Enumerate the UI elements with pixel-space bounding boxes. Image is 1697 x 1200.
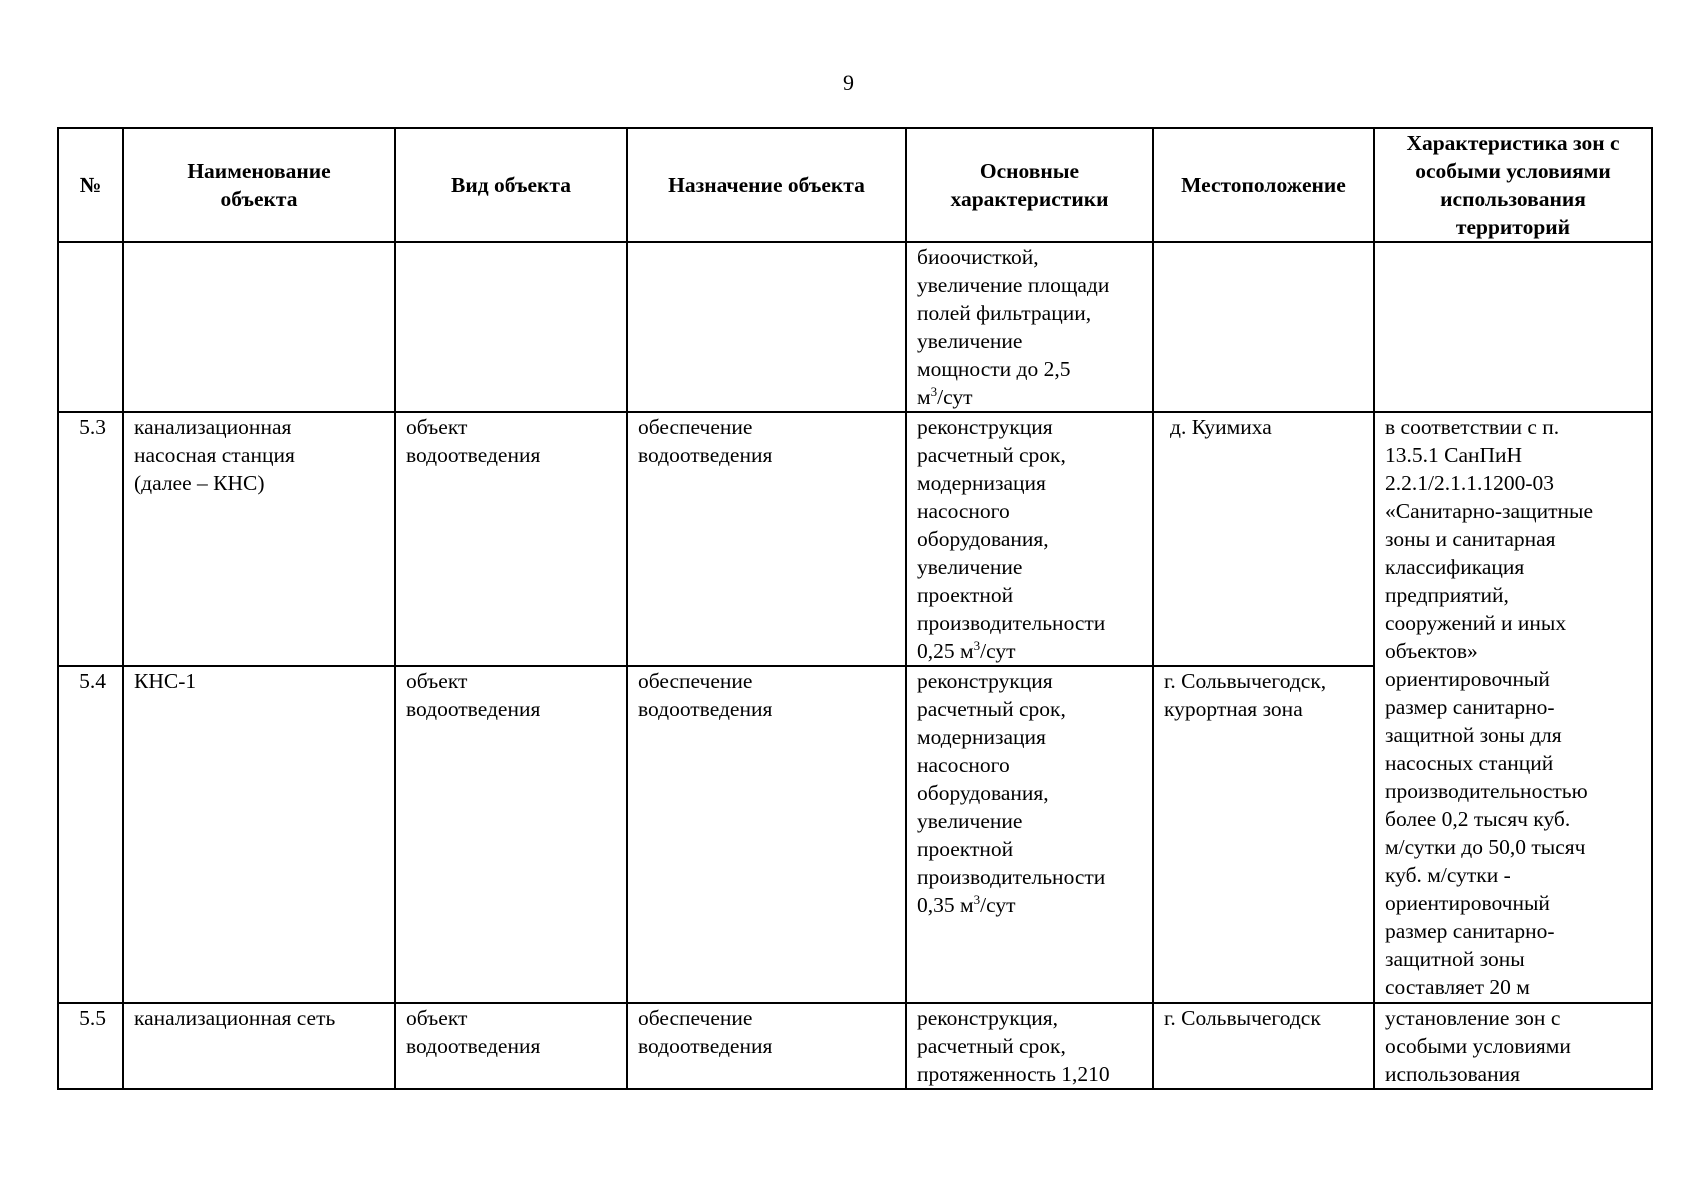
- zones-line: 13.5.1 СанПиН: [1385, 443, 1523, 467]
- type-line: водоотведения: [406, 443, 541, 467]
- unit-superscript: 3: [973, 637, 981, 653]
- header-row: [58, 128, 1652, 242]
- zones-line: производительностью: [1385, 779, 1588, 803]
- type-line: объект: [406, 1006, 468, 1030]
- unit-superscript: 3: [930, 383, 938, 399]
- characteristics-line: увеличение площади: [917, 273, 1110, 297]
- characteristics-line: увеличение: [917, 329, 1023, 353]
- cell-num: 5.5: [58, 1003, 123, 1089]
- type-line: объект: [406, 669, 468, 693]
- unit-tail: /сут: [937, 385, 973, 409]
- cell-location: [1153, 412, 1374, 666]
- characteristics-line: увеличение: [917, 809, 1023, 833]
- cell-name: [123, 242, 395, 412]
- zones-line: в соответствии с п.: [1385, 415, 1560, 439]
- location-line: д. Куимиха: [1170, 415, 1272, 439]
- table-row-5-3: [58, 412, 1652, 666]
- capacity-value: 0,25 м: [917, 639, 974, 663]
- cell-characteristics: [906, 1003, 1153, 1089]
- zones-line: размер санитарно-: [1385, 919, 1555, 943]
- characteristics-line: насосного: [917, 753, 1010, 777]
- characteristics-line: оборудования,: [917, 527, 1049, 551]
- cell-purpose: [627, 1003, 906, 1089]
- cell-zones-merged: [1374, 412, 1652, 1003]
- characteristics-line: протяженность 1,210: [917, 1062, 1110, 1086]
- zones-line: защитной зоны для: [1385, 723, 1562, 747]
- zones-line: куб. м/сутки -: [1385, 863, 1511, 887]
- characteristics-line: модернизация: [917, 725, 1046, 749]
- characteristics-line: насосного: [917, 499, 1010, 523]
- cell-type: [395, 666, 627, 1003]
- characteristics-line: увеличение: [917, 555, 1023, 579]
- location-line: г. Сольвычегодск: [1164, 1006, 1321, 1030]
- purpose-line: водоотведения: [638, 443, 773, 467]
- cell-location: [1153, 666, 1374, 1003]
- cell-location: [1153, 1003, 1374, 1089]
- cell-type: [395, 242, 627, 412]
- purpose-line: обеспечение: [638, 415, 753, 439]
- purpose-line: обеспечение: [638, 669, 753, 693]
- characteristics-line: проектной: [917, 583, 1014, 607]
- cell-purpose: [627, 666, 906, 1003]
- name-line: насосная станция: [134, 443, 295, 467]
- header-zones-line: особыми условиями: [1415, 159, 1611, 183]
- header-zones-line: использования: [1440, 187, 1586, 211]
- cell-zones: [1374, 242, 1652, 412]
- table-row-5-5: [58, 1003, 1652, 1089]
- unit-superscript: 3: [973, 891, 981, 907]
- cell-zones: [1374, 1003, 1652, 1089]
- zones-line: 2.2.1/2.1.1.1200-03: [1385, 471, 1555, 495]
- table-row-continuation: [58, 242, 1652, 412]
- cell-name: [123, 666, 395, 1003]
- characteristics-line: расчетный срок,: [917, 1034, 1066, 1058]
- cell-num: 5.3: [58, 412, 123, 666]
- header-name-line: Наименование: [187, 159, 331, 183]
- cell-characteristics: [906, 666, 1153, 1003]
- zones-line: объектов»: [1385, 639, 1478, 663]
- page-number: 9: [843, 70, 854, 95]
- characteristics-line: расчетный срок,: [917, 443, 1066, 467]
- characteristics-line: биоочисткой,: [917, 245, 1039, 269]
- unit-tail: /сут: [980, 639, 1016, 663]
- header-characteristics-line: характеристики: [950, 187, 1109, 211]
- header-zones: [1374, 128, 1652, 242]
- objects-table: [57, 127, 1653, 1090]
- zones-line: ориентировочный: [1385, 891, 1550, 915]
- header-characteristics: [906, 128, 1153, 242]
- zones-line: зоны и санитарная: [1385, 527, 1556, 551]
- unit-line: [917, 383, 1142, 411]
- name-line: (далее – КНС): [134, 471, 265, 495]
- zones-line: более 0,2 тысяч куб.: [1385, 807, 1571, 831]
- characteristics-line: производительности: [917, 611, 1106, 635]
- header-num: №: [58, 128, 123, 242]
- header-name-line: объекта: [220, 187, 298, 211]
- name-line: канализационная: [134, 415, 292, 439]
- type-line: водоотведения: [406, 1034, 541, 1058]
- cell-type: [395, 412, 627, 666]
- zones-line: размер санитарно-: [1385, 695, 1555, 719]
- zones-line: предприятий,: [1385, 583, 1509, 607]
- zones-line: «Санитарно-защитные: [1385, 499, 1593, 523]
- name-line: КНС-1: [134, 669, 197, 693]
- location-line: курортная зона: [1164, 697, 1303, 721]
- header-name: [123, 128, 395, 242]
- characteristics-line: полей фильтрации,: [917, 301, 1092, 325]
- capacity-line: [917, 637, 1142, 665]
- characteristics-line: расчетный срок,: [917, 697, 1066, 721]
- characteristics-line: мощности до 2,5: [917, 357, 1071, 381]
- header-type: Вид объекта: [395, 128, 627, 242]
- header-zones-line: Характеристика зон с: [1406, 131, 1620, 155]
- cell-purpose: [627, 242, 906, 412]
- cell-location: [1153, 242, 1374, 412]
- zones-line: защитной зоны: [1385, 947, 1525, 971]
- cell-characteristics: [906, 412, 1153, 666]
- zones-line: использования: [1385, 1062, 1520, 1086]
- header-characteristics-line: Основные: [979, 159, 1080, 183]
- header-location: Местоположение: [1153, 128, 1374, 242]
- cell-name: [123, 412, 395, 666]
- name-line: канализационная сеть: [134, 1006, 336, 1030]
- zones-line: особыми условиями: [1385, 1034, 1571, 1058]
- type-line: водоотведения: [406, 697, 541, 721]
- cell-name: [123, 1003, 395, 1089]
- cell-num: 5.4: [58, 666, 123, 1003]
- cell-num: [58, 242, 123, 412]
- purpose-line: водоотведения: [638, 697, 773, 721]
- characteristics-line: оборудования,: [917, 781, 1049, 805]
- cell-characteristics: [906, 242, 1153, 412]
- header-zones-line: территорий: [1455, 215, 1571, 239]
- zones-line: установление зон с: [1385, 1006, 1561, 1030]
- characteristics-line: реконструкция,: [917, 1006, 1059, 1030]
- capacity-value: 0,35 м: [917, 893, 974, 917]
- zones-line: классификация: [1385, 555, 1525, 579]
- zones-line: сооружений и иных: [1385, 611, 1567, 635]
- purpose-line: обеспечение: [638, 1006, 753, 1030]
- header-purpose: Назначение объекта: [627, 128, 906, 242]
- zones-line: составляет 20 м: [1385, 975, 1530, 999]
- location-line: г. Сольвычегодск,: [1164, 669, 1327, 693]
- capacity-line: [917, 891, 1142, 919]
- characteristics-line: производительности: [917, 865, 1106, 889]
- characteristics-line: проектной: [917, 837, 1014, 861]
- cell-type: [395, 1003, 627, 1089]
- unit-base: м: [917, 385, 931, 409]
- type-line: объект: [406, 415, 468, 439]
- purpose-line: водоотведения: [638, 1034, 773, 1058]
- characteristics-line: реконструкция: [917, 415, 1053, 439]
- cell-purpose: [627, 412, 906, 666]
- zones-line: насосных станций: [1385, 751, 1554, 775]
- characteristics-line: реконструкция: [917, 669, 1053, 693]
- characteristics-line: модернизация: [917, 471, 1046, 495]
- zones-line: м/сутки до 50,0 тысяч: [1385, 835, 1586, 859]
- unit-tail: /сут: [980, 893, 1016, 917]
- zones-line: ориентировочный: [1385, 667, 1550, 691]
